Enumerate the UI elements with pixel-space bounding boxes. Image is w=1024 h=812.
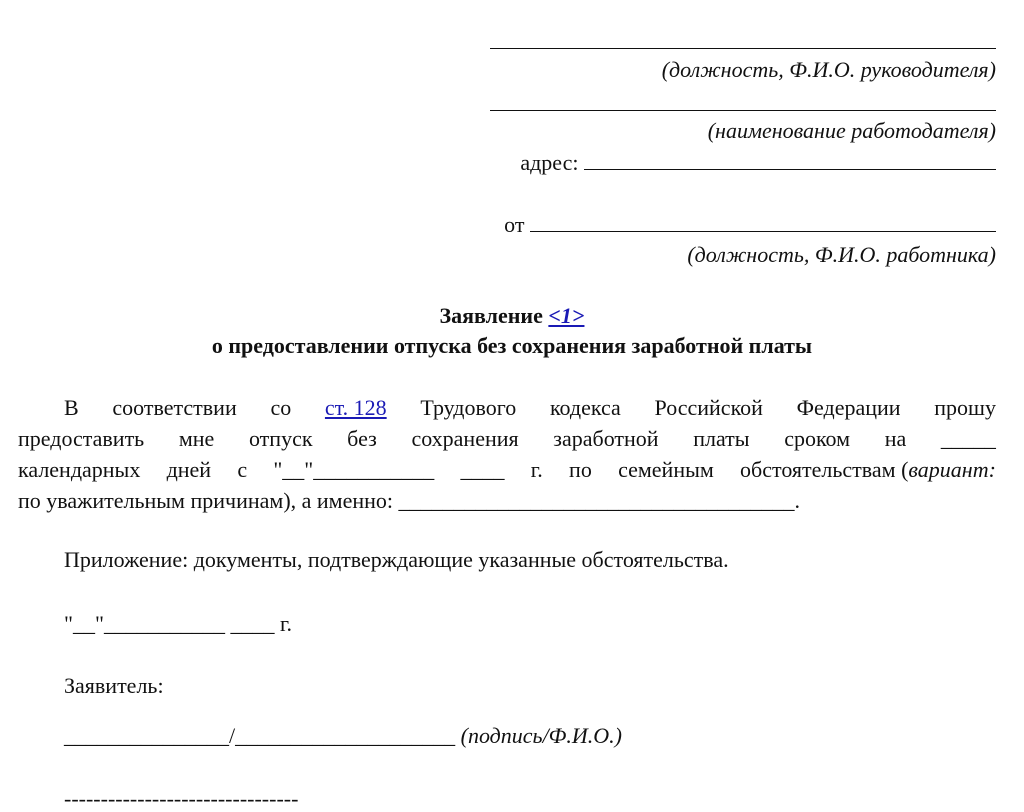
title-word: Заявление [439,303,543,328]
date-line: "__"___________ ____ г. [64,611,293,636]
word: Трудового [420,395,517,420]
word: дней [166,457,212,482]
applicant-label: Заявитель: [64,673,164,698]
word: сроком [784,426,851,451]
footnote-ref-link[interactable]: <1> [548,303,585,328]
word: платы [693,426,750,451]
article-128-link[interactable]: ст. 128 [324,395,387,420]
address-row [506,150,996,176]
reasons-blank: ____________________________________ [398,488,795,513]
request-paragraph [18,392,996,516]
word: заработной [553,426,659,451]
word: календарных [18,457,141,482]
days-blank: _____ [940,426,996,451]
word: В [64,395,79,420]
signature-row [64,722,622,750]
word: прошу [934,395,996,420]
period: . [794,488,801,513]
word: обстоятельствам [740,457,896,482]
word: предоставить [18,426,145,451]
address-label: адрес: [520,150,579,175]
word: Российской [654,395,763,420]
document-subtitle: о предоставлении отпуска без сохранения заработной платы [211,333,813,358]
start-year-blank: ____ [460,457,505,482]
word: по [569,457,592,482]
employer-blank [490,110,996,111]
word: кодекса [549,395,621,420]
manager-line [490,30,996,50]
signature-blank: _______________/____________________ [64,723,456,748]
word: г. [530,457,543,482]
employee-caption: (должность, Ф.И.О. работника) [687,242,996,267]
from-row [498,212,996,238]
word: Федерации [796,395,901,420]
word: без [347,426,377,451]
employer-line [490,92,996,112]
manager-blank [490,48,996,49]
start-date-blank: "__"___________ [273,457,435,482]
address-blank [584,151,996,170]
circumstances-variant [740,454,996,485]
word: мне [178,426,215,451]
para-line-1 [18,392,996,423]
reasons-text: по уважительным причинам), а именно: [18,488,394,513]
footnote-separator: -------------------------------- [64,786,299,811]
para-line-2 [18,423,996,454]
word: семейным [618,457,714,482]
para-line-3 [18,454,996,485]
variant-label: вариант: [908,457,996,482]
attachment-line: Приложение: документы, подтверждающие указанные обстоятельства. [64,547,729,572]
word: со [270,395,292,420]
employer-caption: (наименование работодателя) [707,118,996,143]
document-title [0,302,1024,330]
from-label: от [504,212,525,237]
word: отпуск [248,426,313,451]
word: сохранения [411,426,519,451]
word: соответствии [112,395,237,420]
word: на [884,426,907,451]
paren: ( [901,457,909,482]
signature-caption: (подпись/Ф.И.О.) [460,723,622,748]
manager-caption: (должность, Ф.И.О. руководителя) [661,57,996,82]
word: с [237,457,248,482]
from-blank [530,213,996,232]
para-line-4 [18,485,996,516]
